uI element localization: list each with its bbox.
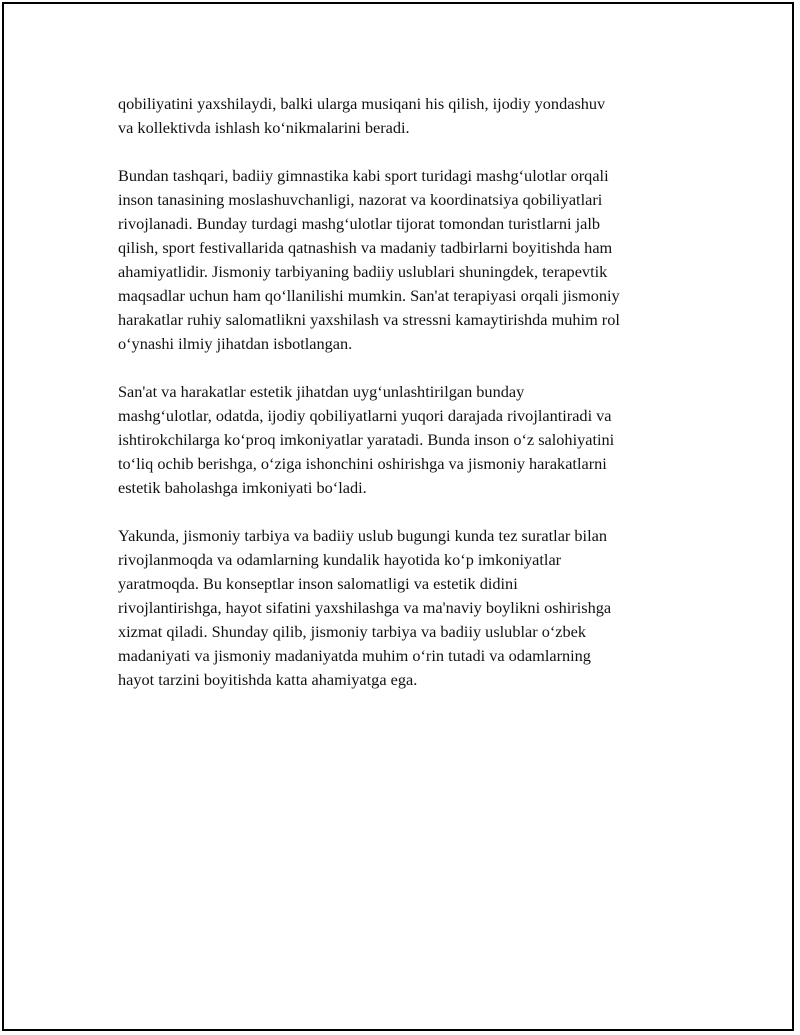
text-line: xizmat qiladi. Shunday qilib, jismoniy tarbiya va badiiy uslublar o‘zbek [118, 622, 586, 641]
text-line: harakatlar ruhiy salomatlikni yaxshilash va stressni kamaytirishda muhim rol [118, 310, 620, 329]
text-line: mashg‘ulotlar, odatda, ijodiy qobiliyatlarni yuqori darajada rivojlantiradi va [118, 406, 612, 425]
text-line: rivojlantirishga, hayot sifatini yaxshilashga va ma'naviy boylikni oshirishga [118, 598, 612, 617]
text-line: rivojlanadi. Bunday turdagi mashg‘ulotlar tijorat tomondan turistlarni jalb [118, 214, 601, 233]
document-body [118, 92, 698, 716]
text-line: o‘ynashi ilmiy jihatdan isbotlangan. [118, 334, 353, 353]
text-line: San'at va harakatlar estetik jihatdan uyg‘unlashtirilgan bunday [118, 382, 525, 401]
text-line: ishtirokchilarga ko‘proq imkoniyatlar yaratadi. Bunda inson o‘z salohiyatini [118, 430, 615, 449]
text-line: Bundan tashqari, badiiy gimnastika kabi sport turidagi mashg‘ulotlar orqali [118, 166, 609, 185]
text-line: hayot tarzini boyitishda katta ahamiyatga ega. [118, 670, 418, 689]
text-line: qilish, sport festivallarida qatnashish va madaniy tadbirlarni boyitishda ham [118, 238, 613, 257]
text-line: ahamiyatlidir. Jismoniy tarbiyaning badiiy uslublari shuningdek, terapevtik [118, 262, 608, 281]
paragraph-4 [118, 524, 698, 692]
text-line: va kollektivda ishlash ko‘nikmalarini beradi. [118, 118, 410, 137]
text-line: inson tanasining moslashuvchanligi, nazorat va koordinatsiya qobiliyatlari [118, 190, 603, 209]
text-line: Yakunda, jismoniy tarbiya va badiiy uslub bugungi kunda tez suratlar bilan [118, 526, 607, 545]
paragraph-1 [118, 92, 698, 140]
text-line: yaratmoqda. Bu konseptlar inson salomatligi va estetik didini [118, 574, 518, 593]
paragraph-2 [118, 164, 698, 356]
text-line: estetik baholashga imkoniyati bo‘ladi. [118, 478, 367, 497]
text-line: rivojlanmoqda va odamlarning kundalik hayotida ko‘p imkoniyatlar [118, 550, 562, 569]
text-line: to‘liq ochib berishga, o‘ziga ishonchini oshirishga va jismoniy harakatlarni [118, 454, 607, 473]
text-line: madaniyati va jismoniy madaniyatda muhim o‘rin tutadi va odamlarning [118, 646, 591, 665]
text-line: qobiliyatini yaxshilaydi, balki ularga musiqani his qilish, ijodiy yondashuv [118, 94, 606, 113]
text-line: maqsadlar uchun ham qo‘llanilishi mumkin. San'at terapiyasi orqali jismoniy [118, 286, 620, 305]
paragraph-3 [118, 380, 698, 500]
